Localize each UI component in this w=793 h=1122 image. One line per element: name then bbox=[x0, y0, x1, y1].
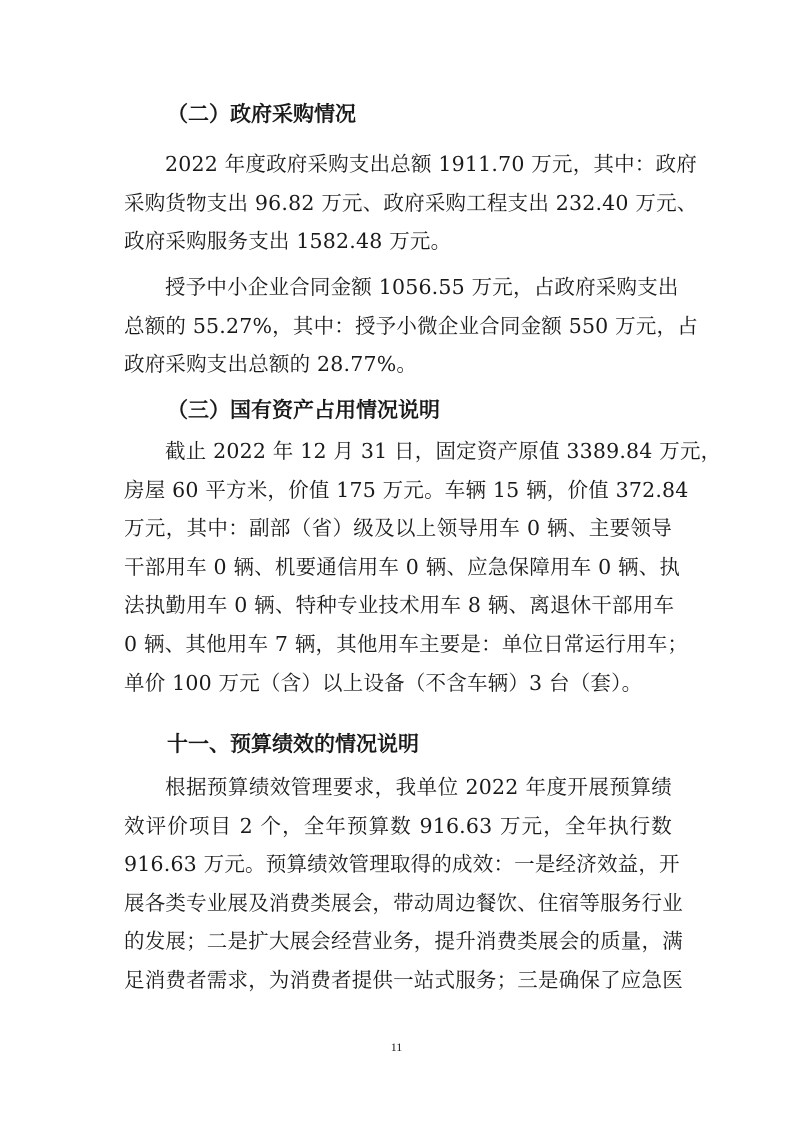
text-line: 房屋 60 平方米，价值 175 万元。车辆 15 辆，价值 372.84 bbox=[124, 477, 689, 502]
text-line: 政府采购支出总额的 28.77%。 bbox=[124, 352, 418, 377]
text-line: 政府采购服务支出 1582.48 万元。 bbox=[124, 229, 452, 254]
text-line: 万元，其中：副部（省）级及以上领导用车 0 辆、主要领导 bbox=[124, 516, 672, 541]
section-11-paragraph-1 bbox=[124, 768, 683, 1000]
text-line: 2022 年度政府采购支出总额 1911.70 万元，其中：政府 bbox=[165, 152, 697, 176]
text-line: 916.63 万元。预算绩效管理取得的成效：一是经济效益，开 bbox=[124, 852, 680, 877]
text-line: 干部用车 0 辆、机要通信用车 0 辆、应急保障用车 0 辆、执 bbox=[124, 554, 681, 579]
section-3-paragraph-1 bbox=[124, 432, 722, 702]
text-line: 根据预算绩效管理要求，我单位 2022 年度开展预算绩 bbox=[165, 775, 672, 799]
text-line: 的发展；二是扩大展会经营业务，提升消费类展会的质量，满 bbox=[124, 929, 683, 954]
text-line: 足消费者需求，为消费者提供一站式服务；三是确保了应急医 bbox=[124, 967, 683, 992]
text-line: 授予中小企业合同金额 1056.55 万元，占政府采购支出 bbox=[165, 275, 679, 299]
text-line: 展各类专业展及消费类展会，带动周边餐饮、住宿等服务行业 bbox=[124, 890, 683, 915]
section-2-paragraph-2 bbox=[124, 268, 698, 384]
text-line: 总额的 55.27%，其中：授予小微企业合同金额 550 万元，占 bbox=[124, 313, 698, 338]
text-line: 单价 100 万元（含）以上设备（不含车辆）3 台（套）。 bbox=[124, 670, 643, 695]
text-line: 0 辆、其他用车 7 辆，其他用车主要是：单位日常运行用车； bbox=[124, 631, 689, 656]
text-line: 效评价项目 2 个，全年预算数 916.63 万元，全年执行数 bbox=[124, 813, 672, 838]
section-3-heading: （三）国有资产占用情况说明 bbox=[167, 398, 440, 422]
section-11-heading: 十一、预算绩效的情况说明 bbox=[167, 732, 419, 756]
text-line: 法执勤用车 0 辆、特种专业技术用车 8 辆、离退休干部用车 bbox=[124, 593, 675, 618]
section-2-paragraph-1 bbox=[124, 145, 698, 261]
text-line: 采购货物支出 96.82 万元、政府采购工程支出 232.40 万元、 bbox=[124, 190, 698, 215]
text-line: 截止 2022 年 12 月 31 日，固定资产原值 3389.84 万元， bbox=[165, 439, 722, 463]
section-2-heading: （二）政府采购情况 bbox=[167, 102, 356, 126]
page-number: 11 bbox=[390, 1040, 403, 1054]
